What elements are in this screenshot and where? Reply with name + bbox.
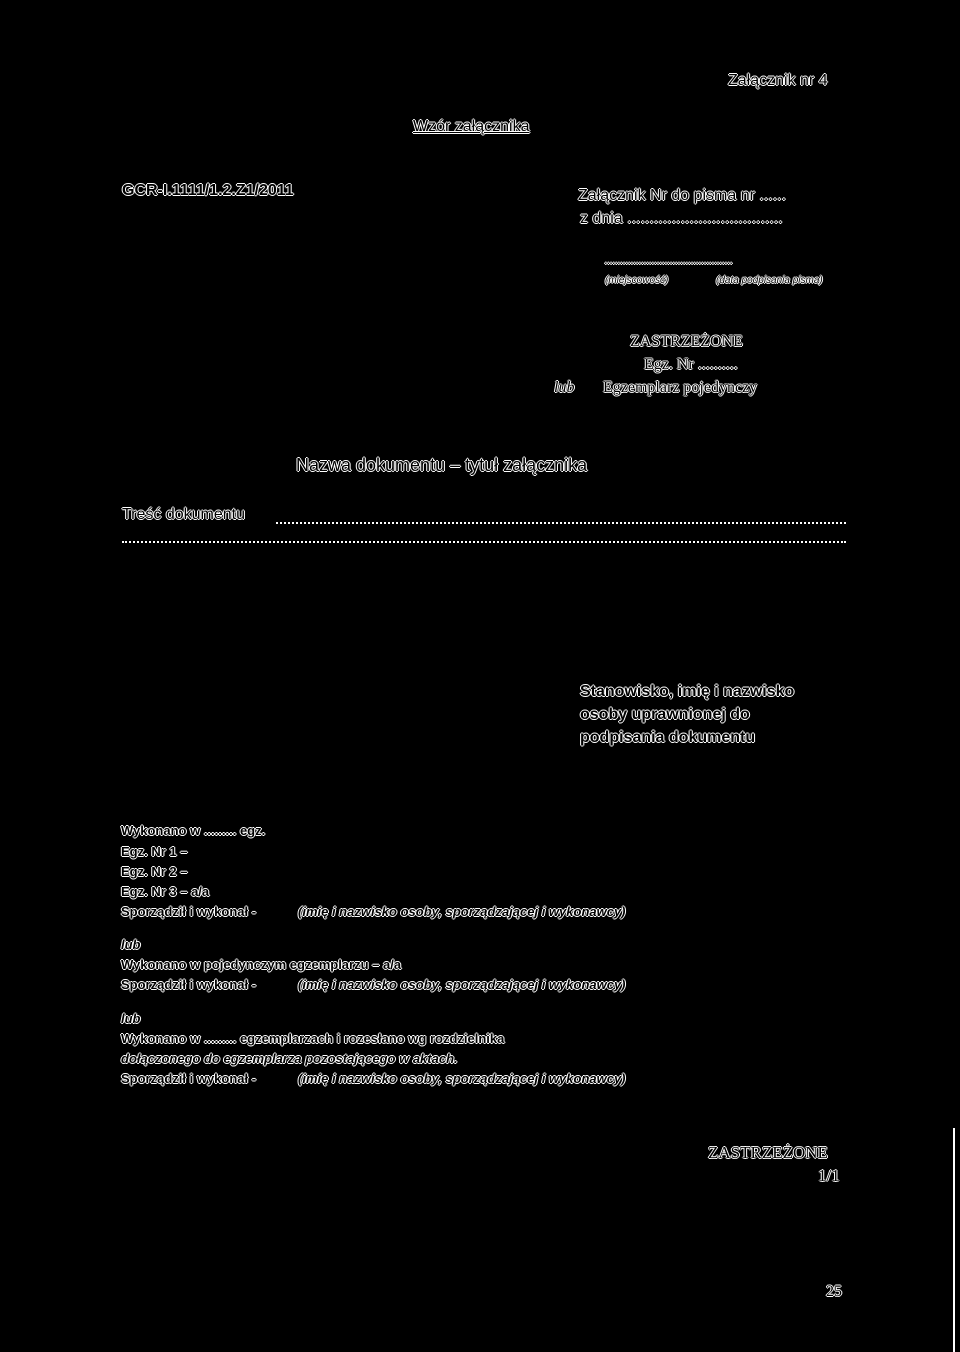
- signing-date-label: (data podpisania pisma): [716, 275, 823, 286]
- page-number: 25: [826, 1283, 842, 1300]
- signature-line-1: Stanowisko, imię i nazwisko: [580, 683, 795, 700]
- prepared-by-note-3: (imię i nazwisko osoby, sporządzającej i wykonawcy): [298, 1071, 626, 1086]
- letter-reference: Załącznik Nr do pisma nr ......: [578, 187, 787, 204]
- template-title: Wzór załącznika: [413, 118, 530, 135]
- copy-1: Egz. Nr 1 –: [121, 844, 188, 859]
- content-dotted-line-1: [276, 522, 846, 524]
- content-label: Treść dokumentu: [122, 506, 246, 523]
- prepared-by-label-3: Sporządził i wykonał -: [121, 1071, 257, 1086]
- multi-copies-note: dołączonego do egzemplarza pozostającego w aktach.: [121, 1051, 458, 1066]
- signature-line-3: podpisania dokumentu: [580, 729, 756, 746]
- prepared-by-note: (imię i nazwisko osoby, sporządzającej i wykonawcy): [298, 904, 626, 919]
- reference-number: GCR-I.1111/1.2.Z1/2011: [122, 182, 294, 199]
- date-line: z dnia ...................................: [580, 210, 783, 227]
- prepared-by-label-2: Sporządził i wykonał -: [121, 977, 257, 992]
- single-copy-made: Wykonano w pojedynczym egzemplarzu – a/a: [121, 957, 402, 972]
- prepared-by-note-2: (imię i nazwisko osoby, sporządzającej i wykonawcy): [298, 977, 626, 992]
- or-label-1: lub: [121, 937, 141, 952]
- place-label: (miejscowość): [605, 275, 669, 286]
- prepared-by-label: Sporządził i wykonał -: [121, 904, 257, 919]
- made-in-copies: Wykonano w ......... egz.: [121, 823, 266, 838]
- classification-clause: ZASTRZEŻONE: [630, 333, 743, 350]
- or-label-2: lub: [121, 1011, 141, 1026]
- signature-line-2: osoby uprawnionej do: [580, 706, 750, 723]
- page-of-pages: 1/1: [818, 1166, 840, 1185]
- footer-classification-clause: ZASTRZEŻONE: [708, 1143, 828, 1162]
- copy-3: Egz. Nr 3 – a/a: [121, 884, 210, 899]
- multi-copies-made: Wykonano w ......... egzemplarzach i rozesłano wg rozdzielnika: [121, 1031, 505, 1046]
- content-dotted-line-2: [122, 541, 846, 543]
- single-copy: Egzemplarz pojedynczy: [603, 379, 758, 396]
- scan-edge-line: [953, 1128, 955, 1352]
- or-label: lub: [554, 379, 575, 396]
- document-name-title: Nazwa dokumentu – tytuł załącznika: [296, 455, 588, 475]
- copy-number: Egz. Nr ..........: [644, 356, 738, 373]
- copy-2: Egz. Nr 2 –: [121, 864, 188, 879]
- attachment-number: Załącznik nr 4: [728, 72, 828, 89]
- place-date-dots: .................................................: [604, 252, 732, 267]
